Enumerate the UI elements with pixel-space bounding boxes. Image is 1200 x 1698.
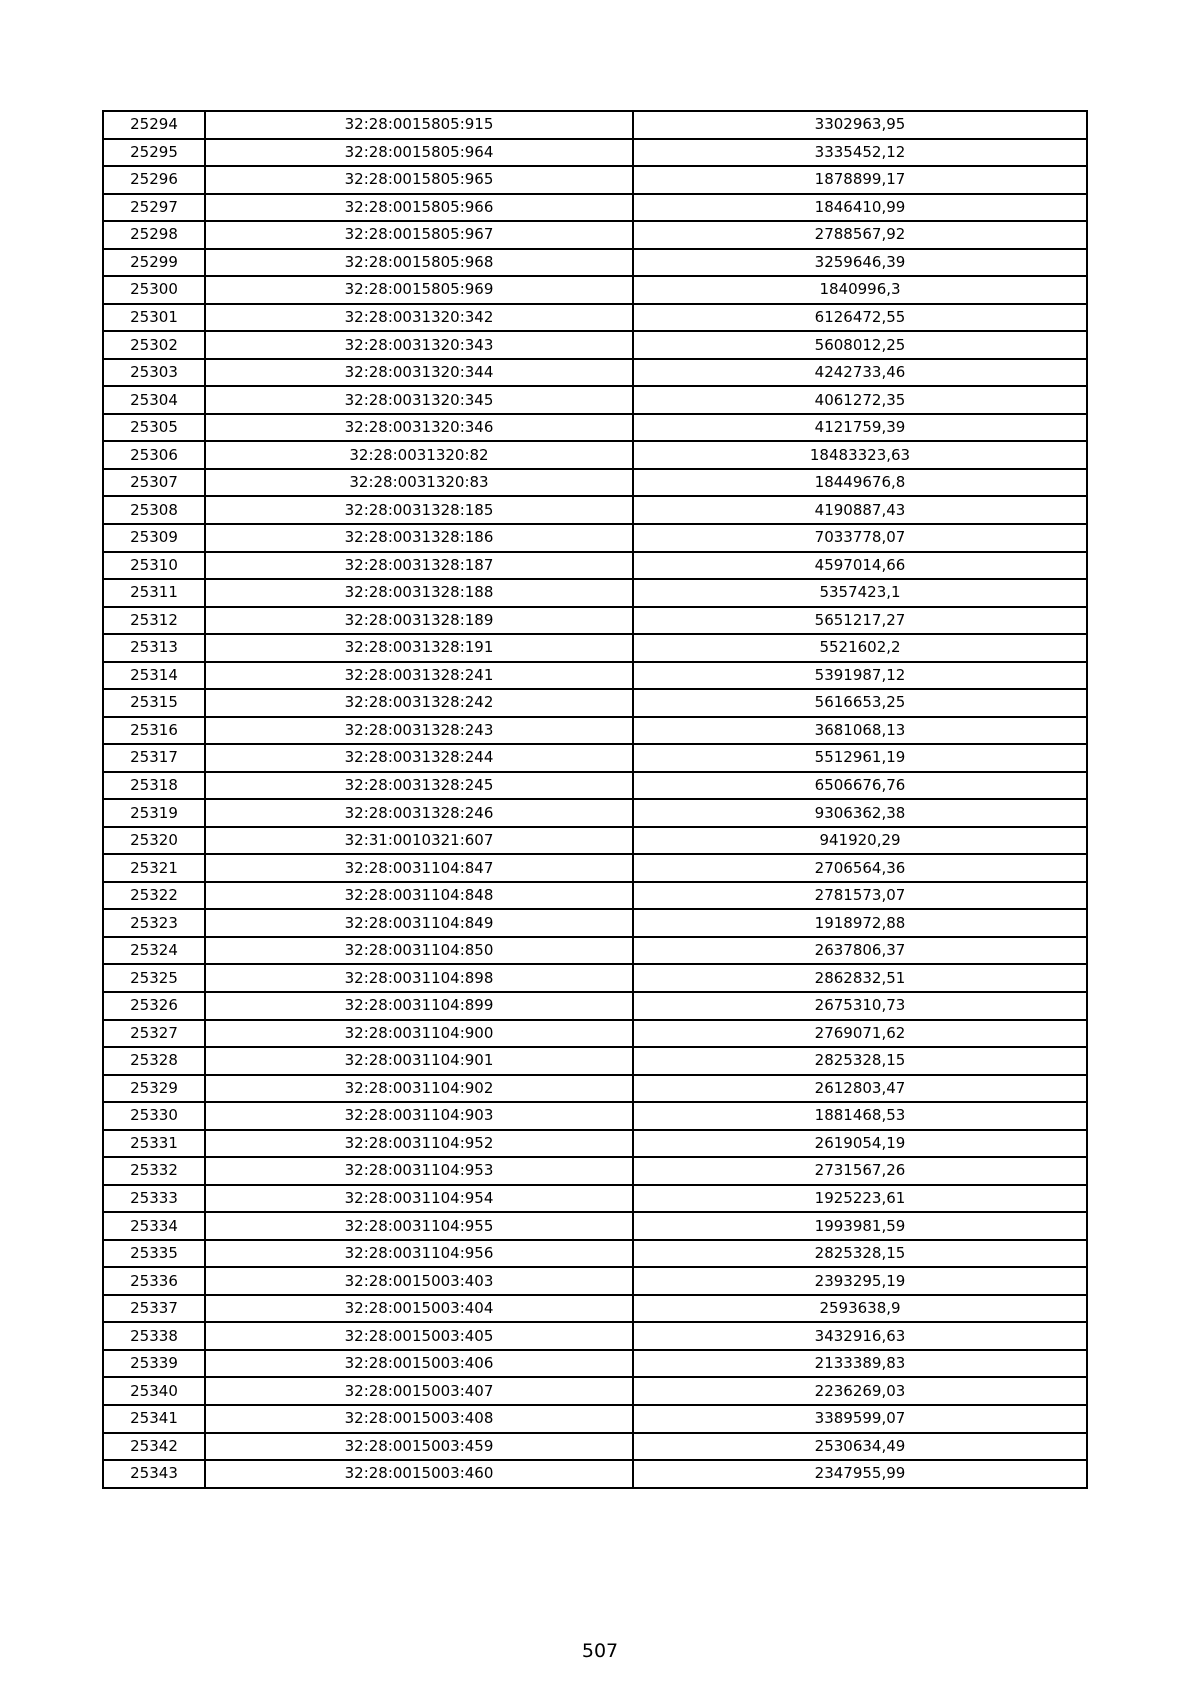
cadastral-value-cell: 5391987,12 bbox=[633, 662, 1087, 690]
cadastral-value-cell: 2731567,26 bbox=[633, 1157, 1087, 1185]
table-row bbox=[103, 854, 1087, 882]
cadastral-number-cell: 32:28:0015003:408 bbox=[205, 1405, 633, 1433]
row-number-cell: 25340 bbox=[103, 1377, 205, 1405]
table-row bbox=[103, 249, 1087, 277]
table-row bbox=[103, 1322, 1087, 1350]
cadastral-number-cell: 32:28:0031320:342 bbox=[205, 304, 633, 332]
cadastral-value-cell: 2769071,62 bbox=[633, 1020, 1087, 1048]
cadastral-value-cell: 3432916,63 bbox=[633, 1322, 1087, 1350]
table-row bbox=[103, 579, 1087, 607]
table-body bbox=[103, 111, 1087, 1488]
cadastral-value-cell: 2825328,15 bbox=[633, 1047, 1087, 1075]
table-row bbox=[103, 1460, 1087, 1488]
cadastral-number-cell: 32:28:0015805:968 bbox=[205, 249, 633, 277]
row-number-cell: 25325 bbox=[103, 964, 205, 992]
cadastral-number-cell: 32:31:0010321:607 bbox=[205, 827, 633, 855]
cadastral-value-cell: 1846410,99 bbox=[633, 194, 1087, 222]
table-row bbox=[103, 386, 1087, 414]
cadastral-number-cell: 32:28:0015003:405 bbox=[205, 1322, 633, 1350]
cadastral-number-cell: 32:28:0031320:345 bbox=[205, 386, 633, 414]
cadastral-number-cell: 32:28:0015805:965 bbox=[205, 166, 633, 194]
cadastral-number-cell: 32:28:0031328:187 bbox=[205, 552, 633, 580]
row-number-cell: 25311 bbox=[103, 579, 205, 607]
row-number-cell: 25294 bbox=[103, 111, 205, 139]
cadastral-value-cell: 1993981,59 bbox=[633, 1212, 1087, 1240]
table-row bbox=[103, 662, 1087, 690]
table-row bbox=[103, 607, 1087, 635]
row-number-cell: 25301 bbox=[103, 304, 205, 332]
cadastral-value-cell: 1918972,88 bbox=[633, 909, 1087, 937]
table-row bbox=[103, 111, 1087, 139]
row-number-cell: 25323 bbox=[103, 909, 205, 937]
table-row bbox=[103, 1157, 1087, 1185]
cadastral-number-cell: 32:28:0031104:901 bbox=[205, 1047, 633, 1075]
cadastral-number-cell: 32:28:0031104:848 bbox=[205, 882, 633, 910]
cadastral-number-cell: 32:28:0031104:902 bbox=[205, 1075, 633, 1103]
cadastral-number-cell: 32:28:0031328:185 bbox=[205, 496, 633, 524]
row-number-cell: 25322 bbox=[103, 882, 205, 910]
cadastral-number-cell: 32:28:0031104:849 bbox=[205, 909, 633, 937]
cadastral-number-cell: 32:28:0031104:903 bbox=[205, 1102, 633, 1130]
cadastral-value-cell: 3389599,07 bbox=[633, 1405, 1087, 1433]
row-number-cell: 25342 bbox=[103, 1433, 205, 1461]
cadastral-number-cell: 32:28:0031104:847 bbox=[205, 854, 633, 882]
row-number-cell: 25326 bbox=[103, 992, 205, 1020]
cadastral-value-cell: 2675310,73 bbox=[633, 992, 1087, 1020]
cadastral-value-cell: 4061272,35 bbox=[633, 386, 1087, 414]
table-row bbox=[103, 1377, 1087, 1405]
row-number-cell: 25330 bbox=[103, 1102, 205, 1130]
table-row bbox=[103, 634, 1087, 662]
cadastral-number-cell: 32:28:0031104:898 bbox=[205, 964, 633, 992]
table-row bbox=[103, 1405, 1087, 1433]
cadastral-value-cell: 9306362,38 bbox=[633, 799, 1087, 827]
cadastral-value-cell: 18449676,8 bbox=[633, 469, 1087, 497]
row-number-cell: 25318 bbox=[103, 772, 205, 800]
table-row bbox=[103, 331, 1087, 359]
cadastral-value-cell: 2862832,51 bbox=[633, 964, 1087, 992]
cadastral-number-cell: 32:28:0031328:246 bbox=[205, 799, 633, 827]
table-row bbox=[103, 909, 1087, 937]
cadastral-number-cell: 32:28:0031104:850 bbox=[205, 937, 633, 965]
cadastral-value-cell: 2393295,19 bbox=[633, 1267, 1087, 1295]
table-row bbox=[103, 772, 1087, 800]
cadastral-number-cell: 32:28:0015003:407 bbox=[205, 1377, 633, 1405]
cadastral-value-cell: 5521602,2 bbox=[633, 634, 1087, 662]
table-row bbox=[103, 276, 1087, 304]
cadastral-value-cell: 7033778,07 bbox=[633, 524, 1087, 552]
table-row bbox=[103, 717, 1087, 745]
table-row bbox=[103, 1075, 1087, 1103]
cadastral-value-cell: 2825328,15 bbox=[633, 1240, 1087, 1268]
table-row bbox=[103, 1047, 1087, 1075]
table-row bbox=[103, 1240, 1087, 1268]
row-number-cell: 25296 bbox=[103, 166, 205, 194]
row-number-cell: 25302 bbox=[103, 331, 205, 359]
cadastral-number-cell: 32:28:0031104:899 bbox=[205, 992, 633, 1020]
row-number-cell: 25343 bbox=[103, 1460, 205, 1488]
table-row bbox=[103, 1433, 1087, 1461]
cadastral-number-cell: 32:28:0015805:969 bbox=[205, 276, 633, 304]
cadastral-value-cell: 4121759,39 bbox=[633, 414, 1087, 442]
cadastral-number-cell: 32:28:0031328:243 bbox=[205, 717, 633, 745]
row-number-cell: 25324 bbox=[103, 937, 205, 965]
cadastral-number-cell: 32:28:0015003:460 bbox=[205, 1460, 633, 1488]
cadastral-value-cell: 2593638,9 bbox=[633, 1295, 1087, 1323]
cadastral-number-cell: 32:28:0031104:956 bbox=[205, 1240, 633, 1268]
cadastral-value-cell: 2619054,19 bbox=[633, 1130, 1087, 1158]
row-number-cell: 25314 bbox=[103, 662, 205, 690]
row-number-cell: 25337 bbox=[103, 1295, 205, 1323]
cadastral-number-cell: 32:28:0015003:406 bbox=[205, 1350, 633, 1378]
row-number-cell: 25312 bbox=[103, 607, 205, 635]
row-number-cell: 25297 bbox=[103, 194, 205, 222]
cadastral-number-cell: 32:28:0031320:343 bbox=[205, 331, 633, 359]
row-number-cell: 25315 bbox=[103, 689, 205, 717]
cadastral-value-cell: 941920,29 bbox=[633, 827, 1087, 855]
table-row bbox=[103, 799, 1087, 827]
row-number-cell: 25341 bbox=[103, 1405, 205, 1433]
table-row bbox=[103, 1267, 1087, 1295]
cadastral-number-cell: 32:28:0031104:953 bbox=[205, 1157, 633, 1185]
table-row bbox=[103, 139, 1087, 167]
row-number-cell: 25332 bbox=[103, 1157, 205, 1185]
row-number-cell: 25303 bbox=[103, 359, 205, 387]
row-number-cell: 25334 bbox=[103, 1212, 205, 1240]
table-row bbox=[103, 1020, 1087, 1048]
table-row bbox=[103, 827, 1087, 855]
cadastral-number-cell: 32:28:0031320:82 bbox=[205, 441, 633, 469]
cadastral-value-table bbox=[102, 110, 1088, 1489]
cadastral-value-cell: 1925223,61 bbox=[633, 1185, 1087, 1213]
cadastral-value-cell: 2706564,36 bbox=[633, 854, 1087, 882]
cadastral-number-cell: 32:28:0031328:242 bbox=[205, 689, 633, 717]
cadastral-value-cell: 2347955,99 bbox=[633, 1460, 1087, 1488]
cadastral-number-cell: 32:28:0031328:189 bbox=[205, 607, 633, 635]
row-number-cell: 25295 bbox=[103, 139, 205, 167]
cadastral-value-cell: 2637806,37 bbox=[633, 937, 1087, 965]
cadastral-value-cell: 2612803,47 bbox=[633, 1075, 1087, 1103]
cadastral-number-cell: 32:28:0031328:188 bbox=[205, 579, 633, 607]
table-row bbox=[103, 937, 1087, 965]
cadastral-value-cell: 5512961,19 bbox=[633, 744, 1087, 772]
cadastral-value-cell: 2236269,03 bbox=[633, 1377, 1087, 1405]
row-number-cell: 25307 bbox=[103, 469, 205, 497]
cadastral-number-cell: 32:28:0031328:245 bbox=[205, 772, 633, 800]
row-number-cell: 25316 bbox=[103, 717, 205, 745]
row-number-cell: 25305 bbox=[103, 414, 205, 442]
cadastral-number-cell: 32:28:0015003:403 bbox=[205, 1267, 633, 1295]
table-row bbox=[103, 1212, 1087, 1240]
cadastral-value-cell: 1840996,3 bbox=[633, 276, 1087, 304]
cadastral-value-cell: 5608012,25 bbox=[633, 331, 1087, 359]
table-row bbox=[103, 1350, 1087, 1378]
cadastral-number-cell: 32:28:0031320:346 bbox=[205, 414, 633, 442]
cadastral-number-cell: 32:28:0031320:83 bbox=[205, 469, 633, 497]
row-number-cell: 25306 bbox=[103, 441, 205, 469]
table-row bbox=[103, 992, 1087, 1020]
cadastral-value-cell: 5616653,25 bbox=[633, 689, 1087, 717]
table-row bbox=[103, 964, 1087, 992]
cadastral-number-cell: 32:28:0031328:186 bbox=[205, 524, 633, 552]
row-number-cell: 25319 bbox=[103, 799, 205, 827]
cadastral-value-cell: 4242733,46 bbox=[633, 359, 1087, 387]
table-row bbox=[103, 469, 1087, 497]
cadastral-number-cell: 32:28:0031328:191 bbox=[205, 634, 633, 662]
row-number-cell: 25333 bbox=[103, 1185, 205, 1213]
cadastral-number-cell: 32:28:0031104:900 bbox=[205, 1020, 633, 1048]
cadastral-value-cell: 3259646,39 bbox=[633, 249, 1087, 277]
table-row bbox=[103, 304, 1087, 332]
table-row bbox=[103, 552, 1087, 580]
table-row bbox=[103, 1130, 1087, 1158]
table-row bbox=[103, 1185, 1087, 1213]
row-number-cell: 25338 bbox=[103, 1322, 205, 1350]
cadastral-value-cell: 2530634,49 bbox=[633, 1433, 1087, 1461]
cadastral-value-cell: 2788567,92 bbox=[633, 221, 1087, 249]
cadastral-value-cell: 18483323,63 bbox=[633, 441, 1087, 469]
row-number-cell: 25328 bbox=[103, 1047, 205, 1075]
row-number-cell: 25339 bbox=[103, 1350, 205, 1378]
cadastral-value-cell: 1878899,17 bbox=[633, 166, 1087, 194]
cadastral-value-cell: 6126472,55 bbox=[633, 304, 1087, 332]
table-row bbox=[103, 359, 1087, 387]
cadastral-value-cell: 2133389,83 bbox=[633, 1350, 1087, 1378]
row-number-cell: 25309 bbox=[103, 524, 205, 552]
cadastral-number-cell: 32:28:0031320:344 bbox=[205, 359, 633, 387]
row-number-cell: 25335 bbox=[103, 1240, 205, 1268]
row-number-cell: 25331 bbox=[103, 1130, 205, 1158]
cadastral-number-cell: 32:28:0015003:404 bbox=[205, 1295, 633, 1323]
row-number-cell: 25317 bbox=[103, 744, 205, 772]
row-number-cell: 25304 bbox=[103, 386, 205, 414]
cadastral-number-cell: 32:28:0015805:966 bbox=[205, 194, 633, 222]
table-row bbox=[103, 414, 1087, 442]
cadastral-number-cell: 32:28:0031104:952 bbox=[205, 1130, 633, 1158]
cadastral-value-cell: 4597014,66 bbox=[633, 552, 1087, 580]
table-row bbox=[103, 689, 1087, 717]
cadastral-value-cell: 5357423,1 bbox=[633, 579, 1087, 607]
row-number-cell: 25310 bbox=[103, 552, 205, 580]
row-number-cell: 25298 bbox=[103, 221, 205, 249]
table-row bbox=[103, 496, 1087, 524]
cadastral-value-cell: 6506676,76 bbox=[633, 772, 1087, 800]
cadastral-number-cell: 32:28:0031104:954 bbox=[205, 1185, 633, 1213]
cadastral-value-cell: 4190887,43 bbox=[633, 496, 1087, 524]
table-row bbox=[103, 744, 1087, 772]
table-row bbox=[103, 441, 1087, 469]
row-number-cell: 25320 bbox=[103, 827, 205, 855]
row-number-cell: 25327 bbox=[103, 1020, 205, 1048]
cadastral-value-cell: 3681068,13 bbox=[633, 717, 1087, 745]
table-row bbox=[103, 1102, 1087, 1130]
row-number-cell: 25308 bbox=[103, 496, 205, 524]
cadastral-number-cell: 32:28:0031104:955 bbox=[205, 1212, 633, 1240]
cadastral-number-cell: 32:28:0015805:967 bbox=[205, 221, 633, 249]
row-number-cell: 25300 bbox=[103, 276, 205, 304]
table-row bbox=[103, 194, 1087, 222]
table-row bbox=[103, 221, 1087, 249]
table-row bbox=[103, 524, 1087, 552]
cadastral-number-cell: 32:28:0015805:915 bbox=[205, 111, 633, 139]
row-number-cell: 25299 bbox=[103, 249, 205, 277]
table-row bbox=[103, 166, 1087, 194]
cadastral-number-cell: 32:28:0015003:459 bbox=[205, 1433, 633, 1461]
table-row bbox=[103, 1295, 1087, 1323]
cadastral-number-cell: 32:28:0031328:244 bbox=[205, 744, 633, 772]
cadastral-value-cell: 3302963,95 bbox=[633, 111, 1087, 139]
row-number-cell: 25321 bbox=[103, 854, 205, 882]
page-number: 507 bbox=[581, 1640, 619, 1662]
cadastral-number-cell: 32:28:0015805:964 bbox=[205, 139, 633, 167]
cadastral-value-cell: 3335452,12 bbox=[633, 139, 1087, 167]
row-number-cell: 25336 bbox=[103, 1267, 205, 1295]
cadastral-value-cell: 1881468,53 bbox=[633, 1102, 1087, 1130]
table-row bbox=[103, 882, 1087, 910]
row-number-cell: 25329 bbox=[103, 1075, 205, 1103]
cadastral-value-cell: 2781573,07 bbox=[633, 882, 1087, 910]
cadastral-number-cell: 32:28:0031328:241 bbox=[205, 662, 633, 690]
cadastral-value-cell: 5651217,27 bbox=[633, 607, 1087, 635]
row-number-cell: 25313 bbox=[103, 634, 205, 662]
